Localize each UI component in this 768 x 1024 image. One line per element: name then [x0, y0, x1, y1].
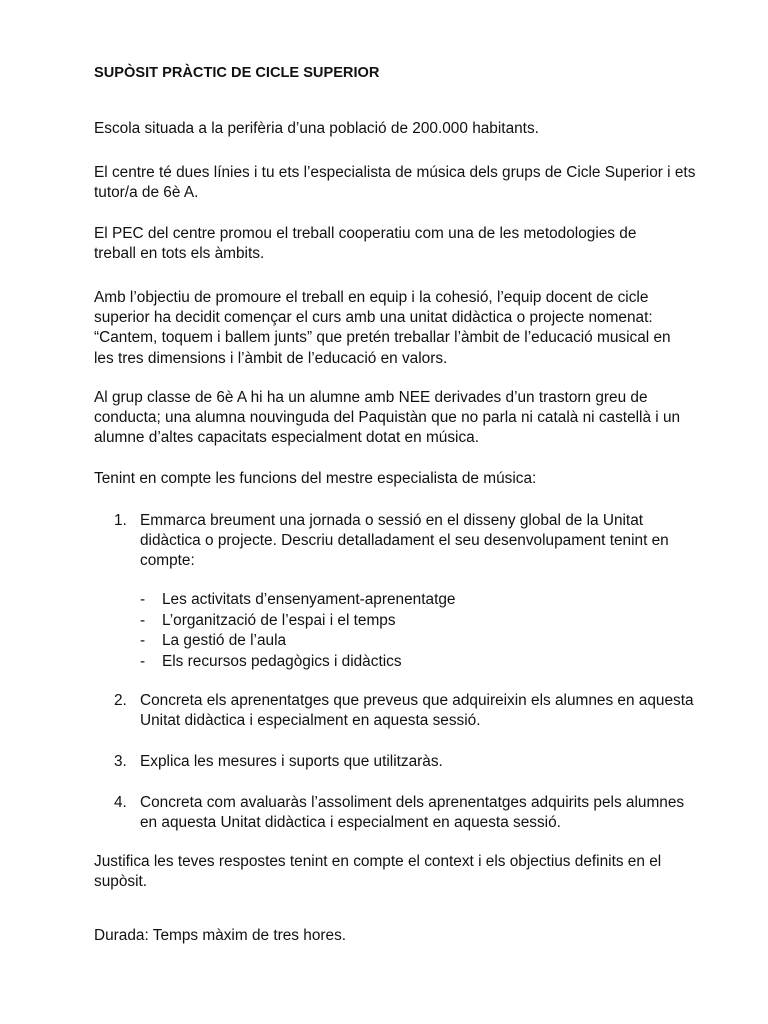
- text-line: les tres dimensions i l’àmbit de l’educació en valors.: [94, 349, 448, 367]
- paragraph-context: [94, 119, 539, 139]
- text-line: Justifica les teves respostes tenint en compte el context i els objectius definits en el: [94, 853, 662, 870]
- subitem-resources: Els recursos pedagògics i didàctics: [162, 652, 402, 670]
- text-line: tutor/a de 6è A.: [94, 184, 199, 202]
- text-line: Amb l’objectiu de promoure el treball en equip i la cohesió, l’equip docent de cicle: [94, 289, 649, 306]
- bullet-dash: -: [140, 632, 146, 649]
- question-number: 4.: [114, 794, 127, 811]
- text-line: supòsit.: [94, 873, 148, 891]
- paragraph-functions: [94, 469, 536, 489]
- paragraph-objective: [94, 288, 671, 369]
- subitem-organization: L’organització de l’espai i el temps: [162, 611, 396, 629]
- bullet-dash: -: [140, 652, 146, 670]
- subitem-management: La gestió de l’aula: [162, 632, 287, 649]
- document-title: SUPÒSIT PRÀCTIC DE CICLE SUPERIOR: [94, 65, 380, 81]
- question-number: 2.: [114, 692, 127, 709]
- text-line: Unitat didàctica i especialment en aquesta sessió.: [140, 712, 481, 729]
- paragraph-group: [94, 388, 680, 449]
- question-number: 3.: [114, 753, 127, 770]
- question-number: 1.: [114, 512, 127, 529]
- text-line: en aquesta Unitat didàctica i especialment en aquesta sessió.: [140, 814, 561, 831]
- text-line: Escola situada a la perifèria d’una població de 200.000 habitants.: [94, 120, 539, 137]
- paragraph-justify: [94, 852, 661, 892]
- text-line: treball en tots els àmbits.: [94, 245, 265, 263]
- text-line: alumne d’altes capacitats especialment dotat en música.: [94, 429, 479, 447]
- text-line: Explica les mesures i suports que utilitzaràs.: [140, 753, 443, 770]
- bullet-dash: -: [140, 591, 146, 608]
- paragraph-centre: [94, 163, 695, 203]
- text-line: Concreta els aprenentatges que preveus que adquireixin els alumnes en aquesta: [140, 692, 694, 709]
- text-line: El PEC del centre promou el treball cooperatiu com una de les metodologies de: [94, 225, 637, 242]
- bullet-dash: -: [140, 611, 146, 629]
- text-line: El centre té dues línies i tu ets l’especialista de música dels grups de Cicle Superior i ets: [94, 164, 696, 181]
- text-line: Durada: Temps màxim de tres hores.: [94, 927, 347, 944]
- text-line: Al grup classe de 6è A hi ha un alumne amb NEE derivades d’un trastorn greu de: [94, 389, 648, 406]
- paragraph-duration: [94, 926, 346, 946]
- text-line: superior ha decidit començar el curs amb una unitat didàctica o projecte nomenat:: [94, 309, 653, 327]
- text-line: Tenint en compte les funcions del mestre especialista de música:: [94, 470, 537, 487]
- text-line: compte:: [140, 552, 195, 569]
- text-line: “Cantem, toquem i ballem junts” que pretén treballar l’àmbit de l’educació musical en: [94, 329, 671, 347]
- paragraph-pec: [94, 224, 636, 264]
- text-line: conducta; una alumna nouvinguda del Paquistàn que no parla ni català ni castellà i un: [94, 409, 681, 427]
- text-line: didàctica o projecte. Descriu detalladament el seu desenvolupament tenint en: [140, 532, 669, 549]
- subitem-activities: Les activitats d’ensenyament-aprenentatge: [162, 591, 456, 608]
- text-line: Concreta com avaluaràs l’assoliment dels aprenentatges adquirits pels alumnes: [140, 794, 685, 811]
- text-line: Emmarca breument una jornada o sessió en el disseny global de la Unitat: [140, 512, 644, 529]
